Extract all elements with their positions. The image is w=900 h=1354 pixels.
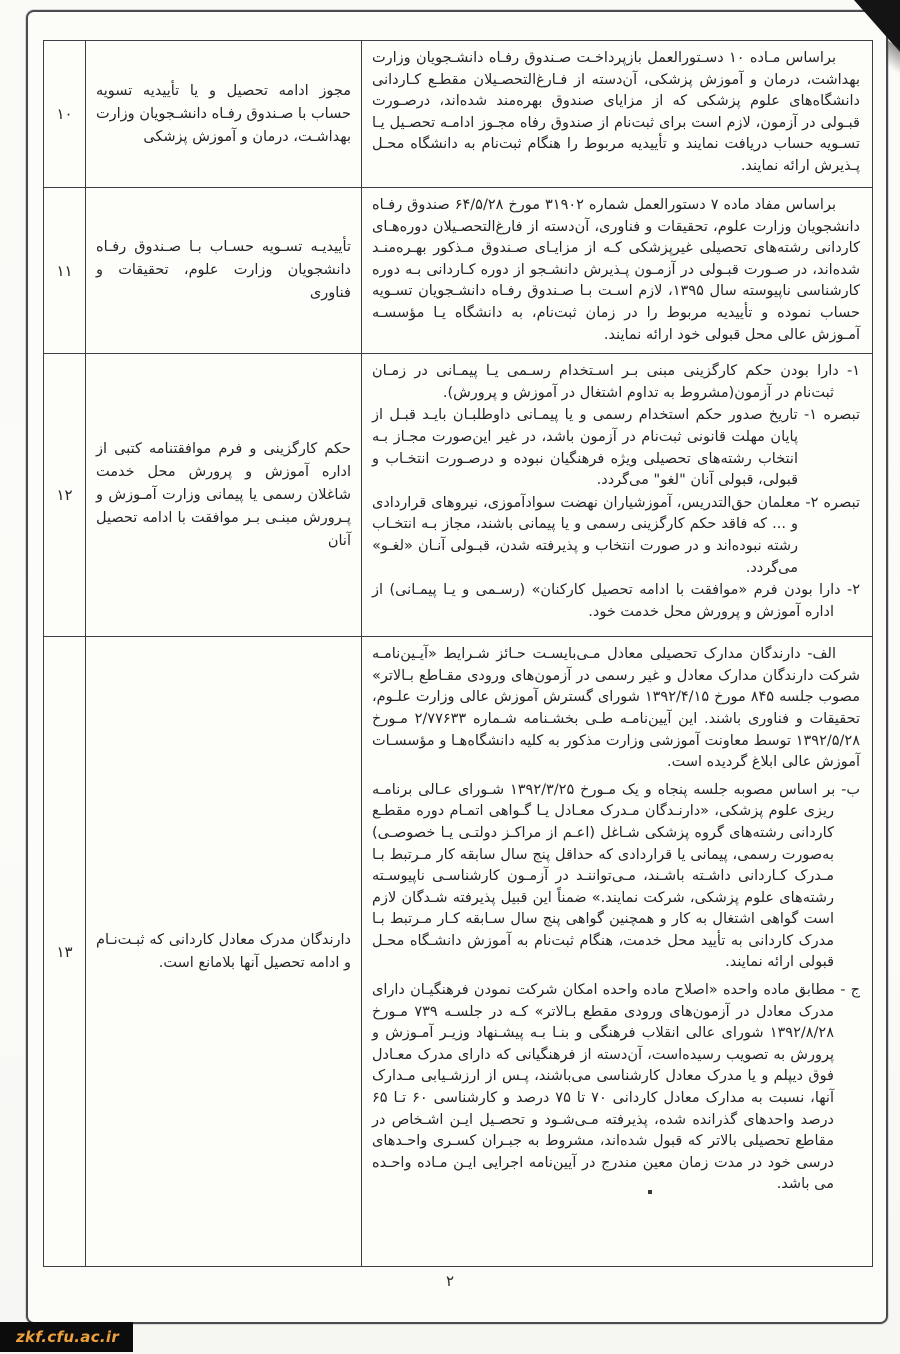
row-detail	[362, 188, 872, 353]
row-title	[85, 637, 362, 1266]
row-detail	[362, 41, 872, 187]
detail-paragraph: ب- بر اساس مصوبه جلسه پنجاه و یک مـورخ ۱۳۹۲/۳/۲۵ شـورای عـالی برنامـه ریزی علوم پزشکی، «دارنـدگان مـدرک معـادل یـا گـواهی اتمـام دوره مقطـع کاردانی رشته‌های گروه پزشکی شـاغل (اعـم از مراکـز دولتـی یـا خصوصـی) به‌صورت رسمی، پیمانی یا قراردادی که حداقل پنج سال سابقه کار مـرتبط بـا مـدرک کـاردانی داشـته باشـند، مـی‌تواننـد در آزمـون کارشناسـی ناپیوسـته رشته‌های علوم پزشکی، شرکت نمایند.» ضمناً این قبیل پذیرفته شـدگان لازم است گواهی اشتغال به کار و همچنین گواهی پنج سال سـابقه کـار مـرتبط بـا مدرک کاردانی به تأیید محل خدمت، هنگام ثبت‌نام به آموزش دانشـگاه محـل قبولی ارائه نمایند.	[372, 781, 860, 971]
row-number: ۱۳	[56, 942, 73, 961]
detail-paragraph: الف- دارندگان مدارک تحصیلی معادل مـی‌بایسـت حـائز شـرایط «آیـین‌نامـه شرکت دارندگان مدارک معادل و غیر رسمی در آزمون‌های ورودی مقـاطع بـالاتر» مصوب جلسه ۸۴۵ مورخ ۱۳۹۲/۴/۱۵ شورای گسترش آموزش عالی وزارت علـوم، تحقیقات و فناوری باشند. این آیین‌نامـه طـی بخشـنامه شـماره ۲/۷۷۶۳۳ مـورخ ۱۳۹۲/۵/۲۸ توسط معاونت آموزشی وزارت مذکور به کلیه دانشگاه‌هـا و مؤسسـات آموزش عالی ابلاغ گردیده است.	[372, 646, 860, 771]
table-row	[44, 636, 872, 1266]
row-title-text: تأییدیـه تسـویه حسـاب بـا صـندوق رفـاه دانشجویان وزارت علوم، تحقیقات و فناوری	[96, 239, 351, 302]
row-detail	[362, 354, 872, 636]
row-title	[85, 354, 362, 636]
row-number: ۱۰	[56, 105, 73, 123]
table-row	[44, 41, 872, 187]
row-detail	[362, 637, 872, 1266]
row-title-text: دارندگان مدرک معادل کاردانی که ثبـت‌نـام و ادامه تحصیل آنها بلامانع است.	[96, 931, 351, 971]
row-title	[85, 41, 362, 187]
detail-paragraph: براساس مفاد ماده ۷ دستورالعمل شماره ۳۱۹۰۲ مورخ ۶۴/۵/۲۸ صندوق رفـاه دانشجویان وزارت علوم، تحقیقات و فناوری، آن‌دسته از فارغ‌التحصـیلان دوره‌هـای کاردانی رشته‌های تحصیلی غیرپزشکی کـه از مزایـای صـندوق مـذکور بهـره‌منـد شده‌اند، در صـورت قبـولی در آزمـون پـذیرش دانشـجو از دوره کـاردانی بـه دوره کارشناسی ناپیوسته سال ۱۳۹۵، لازم اسـت بـا صـندوق رفـاه دانشـجویان تسـویه حساب نموده و تأییدیه مربوط را در زمان ثبت‌نام، به دانشگاه یـا مؤسسـه آمـوزش عالی محل قبولی خود ارائه نمایند.	[372, 197, 860, 343]
watermark-url: zkf.cfu.ac.ir	[16, 1328, 120, 1346]
watermark-banner	[0, 1322, 133, 1352]
detail-paragraph: ۱- دارا بودن حکم کارگزینی مبنی بـر اسـتخدام رسـمی یـا پیمـانی در زمـان ثبت‌نام در آزمون(مشروط به تداوم اشتغال در آموزش و پرورش).	[372, 363, 860, 401]
detail-paragraph: تبصره ۲- معلمان حق‌التدریس، آموزشیاران نهضت سوادآموزی، نیروهای قراردادی و ... که فاقد حکم کارگزینی رسمی و یا پیمانی باشند، مجاز بـه انتخـاب رشته نبوده‌اند و در صورت انتخاب و پذیرفته شدن، قبـولی آنـان «لغـو» می‌گردد.	[372, 494, 860, 576]
detail-paragraph: ۲- دارا بودن فرم «موافقت با ادامه تحصیل کارکنان» (رسـمی و یـا پیمـانی) از اداره آموزش و پرورش محل خدمت خود.	[372, 582, 860, 620]
regulations-table	[43, 40, 873, 1267]
row-title	[85, 188, 362, 353]
row-number: ۱۲	[56, 486, 73, 505]
row-title-text: حکم کارگزینی و فرم موافقتنامه کتبی از اداره آموزش و پرورش محل خدمت شاغلان رسمی یا پیمانی وزارت آمـوزش و پـرورش مبنـی بـر موافقت با ادامه تحصیل آنان	[96, 440, 351, 549]
row-title-text: مجوز ادامه تحصیل و یا تأییدیه تسویه حساب با صـندوق رفـاه دانشـجویان وزارت بهداشـت، درمان و آموزش پزشکی	[96, 82, 351, 145]
table-row	[44, 353, 872, 636]
detail-paragraph: ج - مطابق ماده واحده «اصلاح ماده واحده امکان شرکت نمودن فرهنگیـان دارای مدرک معادل در آزمون‌های ورودی مقطع بـالاتر» کـه در جلسـه ۷۳۹ مـورخ ۱۳۹۲/۸/۲۸ شورای عالی انقلاب فرهنگی و بنـا بـه پیشـنهاد وزیـر آمـوزش و پرورش به تصویب رسیده‌است، آن‌دسته از فرهنگیانی که دارای مدرک معـادل فوق دیپلم و یا مدرک معادل کارشناسی می‌باشند، پـس از ارزشـیابی مـدارک آنها، نسبت به مدارک معادل کاردانی ۷۰ تا ۷۵ درصد و کارشناسی ۶۰ تـا ۶۵ درصد واحدهای گذرانده شده، پذیرفته مـی‌شـود و تحصـیل ایـن اشـخاص در مقاطع تحصیلی بالاتر که قبول شده‌اند، مشروط به جبـران کسـری واحـدهای درسی خود در مدت زمان معین مندرج در آیین‌نامه اجرایی ایـن مـاده واحـده می باشد.	[372, 982, 860, 1193]
table-row	[44, 187, 872, 353]
detail-paragraph: براساس مـاده ۱۰ دسـتورالعمل بازپرداخـت صـندوق رفـاه دانشـجویان وزارت بهداشت، درمان و آموزش پزشکی، آن‌دسته از فـارغ‌التحصـیلان مقطـع کـاردانی دانشگاه‌های علوم پزشکی که از مزایای صندوق بهره‌مند شده‌اند، درصـورت قبـولی در آزمون، لازم است برای ثبت‌نام از صندوق رفاه مجـوز ادامـه تحصـیل یـا تسـویه حساب دریافت نمایند و تأییدیه مربوط را هنگام ثبت‌نام به دانشگاه محـل پـذیرش ارائه نمایند.	[372, 50, 860, 174]
row-number: ۱۱	[56, 261, 73, 280]
scan-speck-artifact	[648, 1190, 652, 1194]
detail-paragraph: تبصره ۱- تاریخ صدور حکم استخدام رسمی و یا پیمـانی داوطلبـان بایـد قبـل از پایان مهلت قانونی ثبت‌نام در آزمون باشد، در غیر این‌صورت مجـاز بـه انتخاب رشته‌های تحصیلی ویژه فرهنگیان نبوده و درصـورت انتخـاب و قبولی، قبولی آنان "لغو" می‌گردد.	[372, 407, 860, 489]
page-number: ۲	[445, 1272, 455, 1290]
